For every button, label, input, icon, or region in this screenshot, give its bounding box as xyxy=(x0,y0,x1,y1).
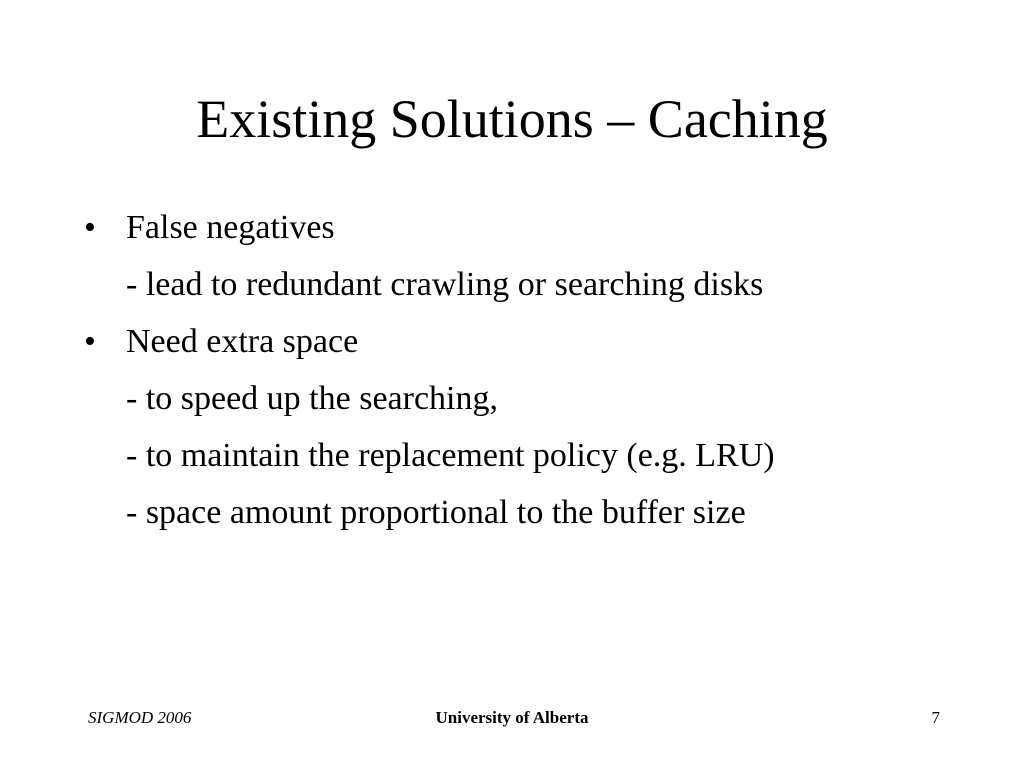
sub-item xyxy=(84,431,984,488)
bullet-text: False negatives xyxy=(126,209,335,246)
bullet-item xyxy=(84,203,984,260)
sub-item-text: - lead to redundant crawling or searching disks xyxy=(126,266,764,303)
bullet-icon: • xyxy=(84,323,96,360)
bullet-text: Need extra space xyxy=(126,323,359,360)
slide-number: 7 xyxy=(931,708,940,727)
sub-item xyxy=(84,260,984,317)
bullet-item xyxy=(84,317,984,374)
slide-body xyxy=(84,203,984,545)
sub-item-text: - space amount proportional to the buffer size xyxy=(126,494,746,531)
footer-conference: SIGMOD 2006 xyxy=(88,708,192,727)
bullet-icon: • xyxy=(84,209,96,246)
sub-item xyxy=(84,488,984,545)
footer-institution: University of Alberta xyxy=(435,708,589,727)
slide-title: Existing Solutions – Caching xyxy=(196,89,828,149)
sub-item-text: - to speed up the searching, xyxy=(126,380,498,417)
sub-item xyxy=(84,374,984,431)
sub-item-text: - to maintain the replacement policy (e.g. LRU) xyxy=(126,437,775,474)
